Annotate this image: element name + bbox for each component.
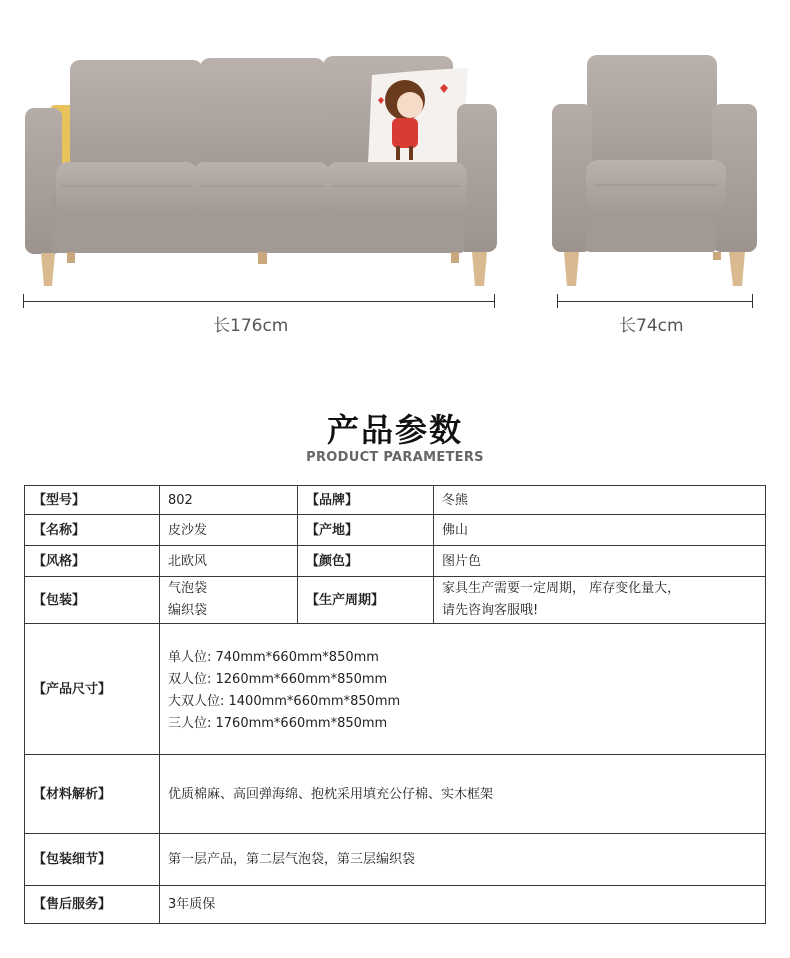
package-value-line: 气泡袋 [168, 581, 208, 596]
origin-value: 佛山 [434, 515, 766, 546]
sofa-dimension-label: 长176cm [213, 316, 289, 336]
table-row [25, 834, 766, 886]
section-subtitle: PRODUCT PARAMETERS [306, 450, 484, 465]
material-label: 【材料解析】 [25, 755, 160, 834]
cycle-label: 【生产周期】 [298, 577, 434, 624]
size-value-line: 双人位: 1260mm*660mm*850mm [168, 672, 388, 687]
size-value-line: 大双人位: 1400mm*660mm*850mm [168, 694, 401, 709]
service-label: 【售后服务】 [25, 886, 160, 924]
table-row [25, 486, 766, 515]
size-value [160, 624, 766, 755]
service-value: 3年质保 [160, 886, 766, 924]
model-label: 【型号】 [25, 486, 160, 515]
sofa-illustration [0, 0, 790, 350]
size-label: 【产品尺寸】 [25, 624, 160, 755]
style-label: 【风格】 [25, 546, 160, 577]
package-label: 【包装】 [25, 577, 160, 624]
origin-label: 【产地】 [298, 515, 434, 546]
table-row [25, 624, 766, 755]
color-label: 【颜色】 [298, 546, 434, 577]
table-row [25, 577, 766, 624]
package-value [160, 577, 298, 624]
package-value-line: 编织袋 [168, 603, 208, 618]
section-title: 产品参数 [326, 411, 463, 449]
color-value: 图片色 [434, 546, 766, 577]
table-row [25, 515, 766, 546]
name-value: 皮沙发 [160, 515, 298, 546]
spec-table [24, 485, 766, 924]
decor-pillow [368, 68, 468, 169]
three-seat-sofa [25, 56, 497, 286]
size-value-line: 三人位: 1760mm*660mm*850mm [168, 716, 388, 731]
brand-value: 冬熊 [434, 486, 766, 515]
product-photo [0, 0, 790, 350]
packing-value: 第一层产品，第二层气泡袋，第三层编织袋 [160, 834, 766, 886]
cycle-value [434, 577, 766, 624]
name-label: 【名称】 [25, 515, 160, 546]
packing-label: 【包装细节】 [25, 834, 160, 886]
table-row [25, 886, 766, 924]
cycle-value-line: 请先咨询客服哦! [442, 603, 539, 618]
brand-label: 【品牌】 [298, 486, 434, 515]
armchair [552, 55, 757, 286]
cycle-value-line: 家具生产需要一定周期， 库存变化量大， [442, 581, 681, 596]
chair-dimension-line [557, 301, 753, 302]
size-value-line: 单人位: 740mm*660mm*850mm [168, 650, 379, 665]
chair-dimension-label: 长74cm [619, 316, 684, 336]
style-value: 北欧风 [160, 546, 298, 577]
sofa-dimension-line [23, 301, 495, 302]
table-row [25, 546, 766, 577]
table-row [25, 755, 766, 834]
material-value: 优质棉麻、高回弹海绵、抱枕采用填充公仔棉、实木框架 [160, 755, 766, 834]
model-value: 802 [160, 486, 298, 515]
